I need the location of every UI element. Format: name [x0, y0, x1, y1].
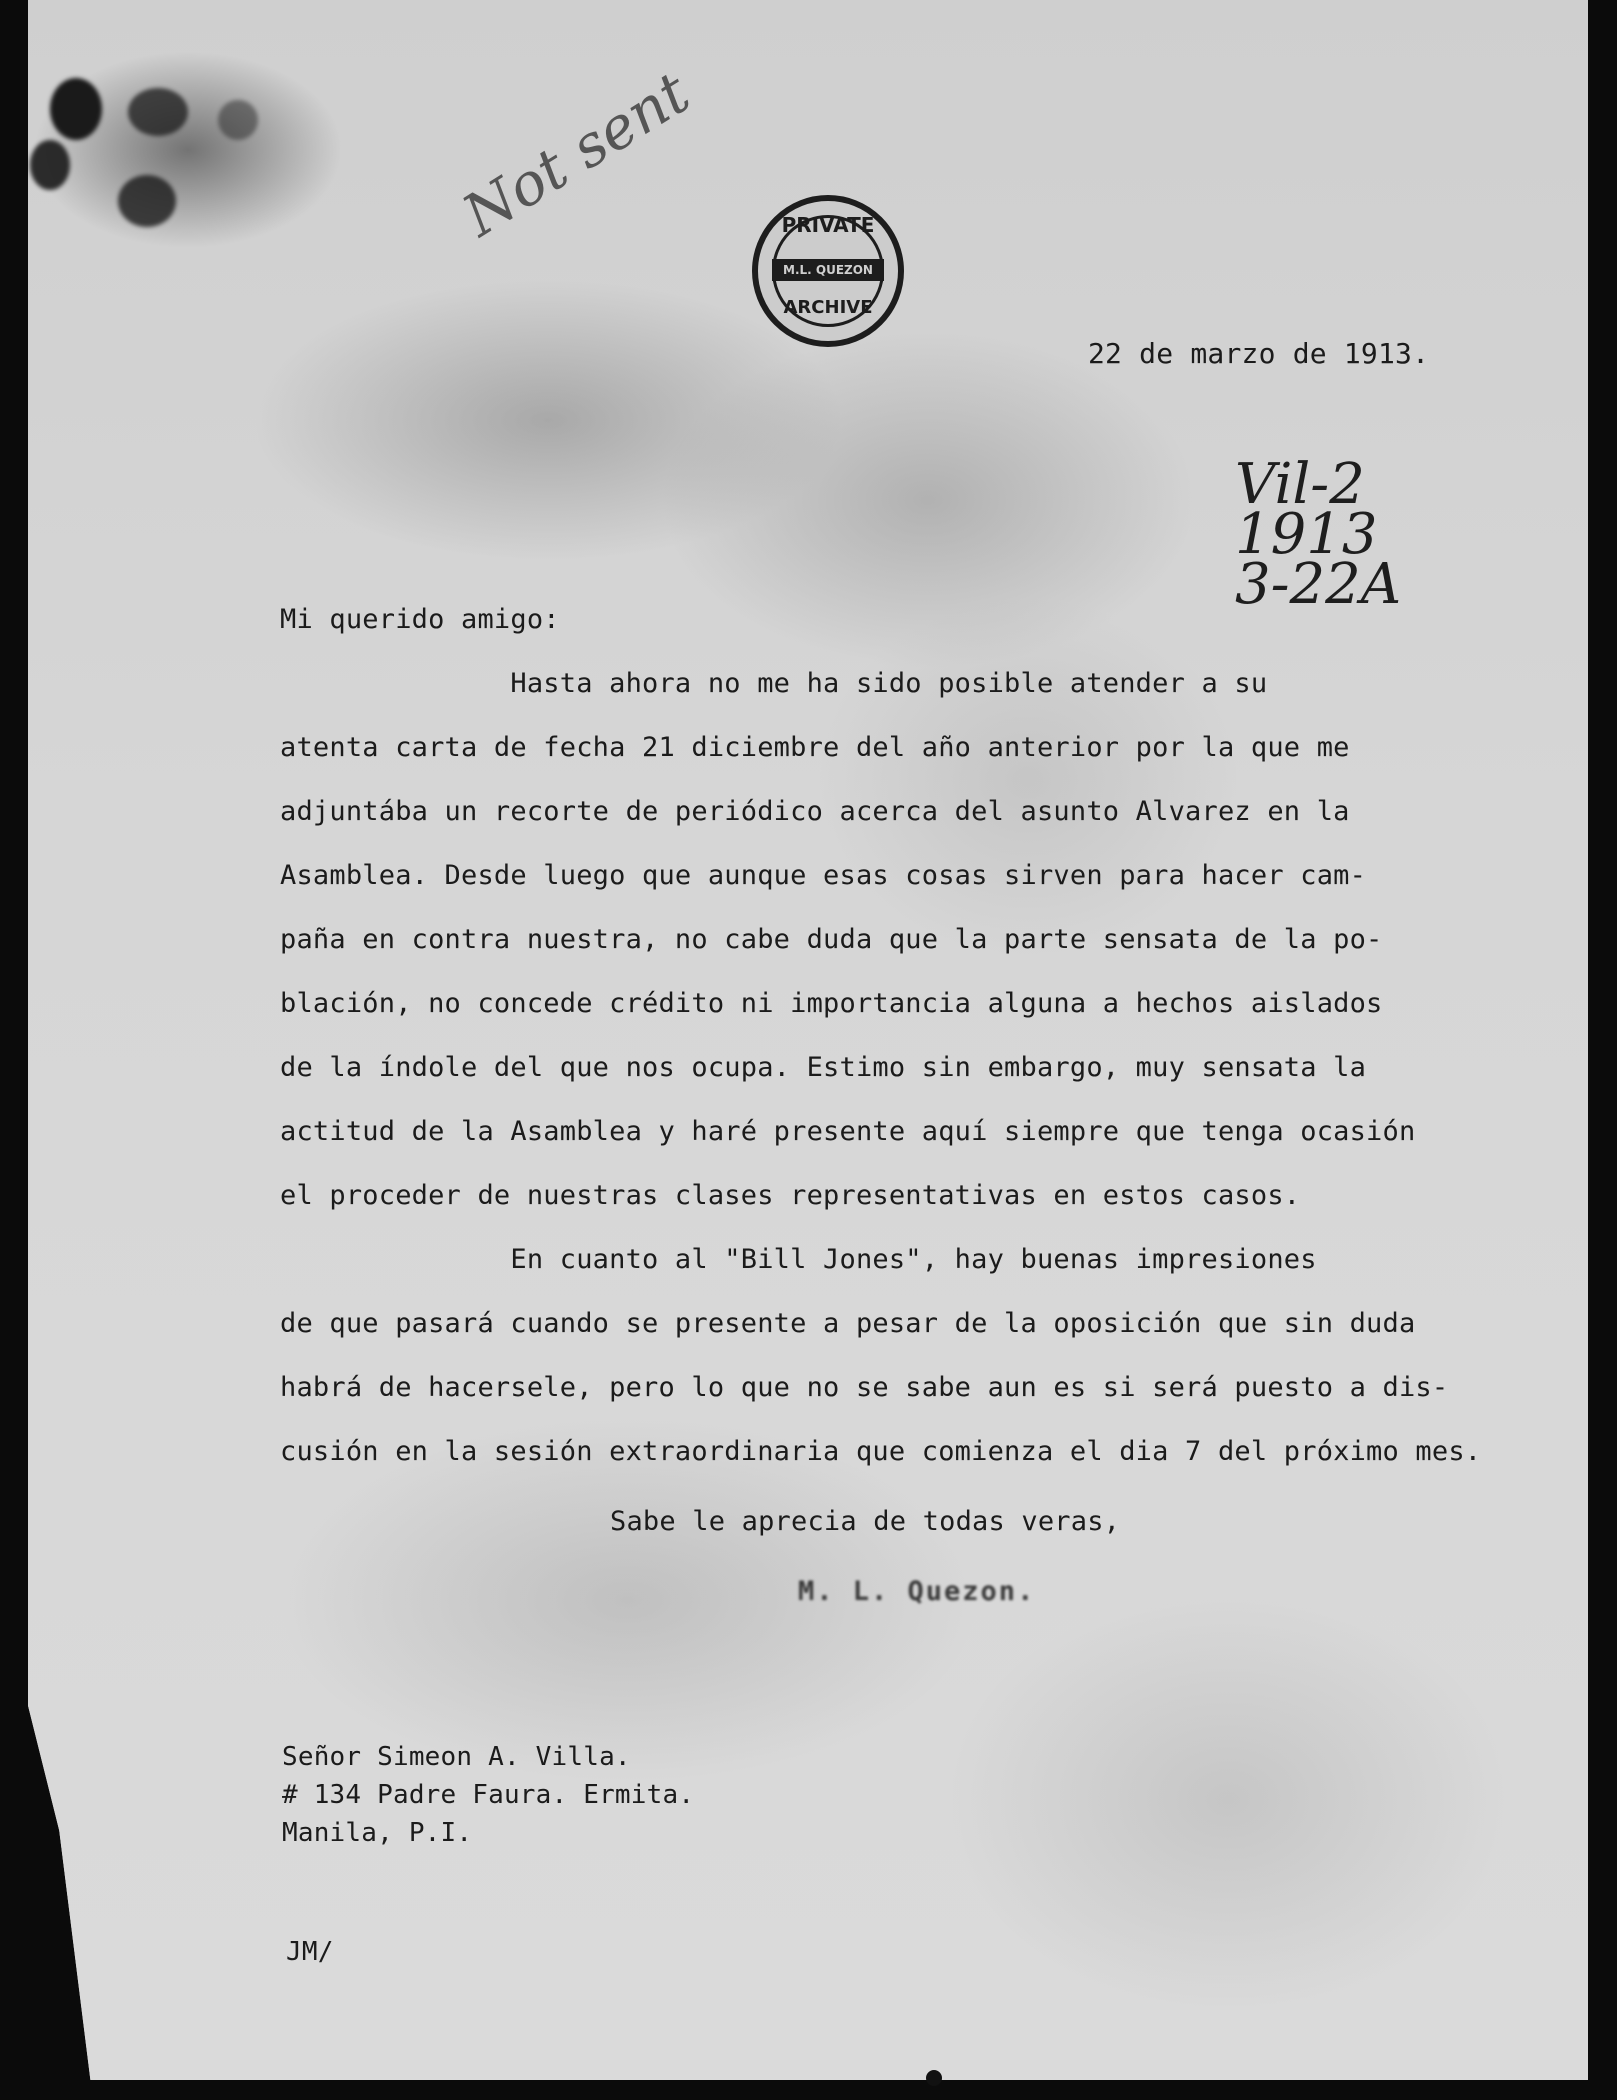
typist-initials: JM/	[286, 1937, 334, 1967]
ink-blot	[218, 100, 258, 140]
body-line: adjuntába un recorte de periódico acerca del asunto Alvarez en la	[280, 796, 1350, 827]
punch-hole	[926, 2070, 942, 2086]
reference-line-2: 1913	[1235, 502, 1378, 567]
body-line: Hasta ahora no me ha sido posible atender a su	[280, 668, 1268, 699]
body-line: habrá de hacersele, pero lo que no se sabe aun es si será puesto a dis-	[280, 1372, 1449, 1403]
body-line: paña en contra nuestra, no cabe duda que la parte sensata de la po-	[280, 924, 1383, 955]
recipient-line: Señor Simeon A. Villa.	[282, 1742, 631, 1772]
letter-date: 22 de marzo de 1913.	[1088, 337, 1430, 370]
body-line: cusión en la sesión extraordinaria que comienza el dia 7 del próximo mes.	[280, 1436, 1482, 1467]
reference-line-3: 3-22A	[1235, 552, 1402, 617]
stamp-middle-text: M.L. QUEZON	[772, 259, 884, 281]
reference-line-1: Vil-2	[1235, 452, 1365, 517]
ink-blot	[128, 88, 188, 136]
body-line: el proceder de nuestras clases representativas en estos casos.	[280, 1180, 1301, 1211]
ink-blot	[30, 140, 70, 190]
body-line: actitud de la Asamblea y haré presente aquí siempre que tenga ocasión	[280, 1116, 1416, 1147]
body-line: de la índole del que nos ocupa. Estimo sin embargo, muy sensata la	[280, 1052, 1367, 1083]
recipient-line: # 134 Padre Faura. Ermita.	[282, 1780, 695, 1810]
body-line: Asamblea. Desde luego que aunque esas cosas sirven para hacer cam-	[280, 860, 1367, 891]
reference-note	[1235, 452, 1402, 617]
ink-blot	[118, 175, 176, 227]
signature: M. L. Quezon.	[798, 1576, 1036, 1607]
closing: Sabe le aprecia de todas veras,	[610, 1506, 1121, 1537]
stamp-bottom-text: ARCHIVE	[783, 297, 873, 318]
body-line: En cuanto al "Bill Jones", hay buenas impresiones	[280, 1244, 1317, 1275]
salutation: Mi querido amigo:	[280, 604, 560, 635]
body-line: blación, no concede crédito ni importancia alguna a hechos aislados	[280, 988, 1383, 1019]
recipient-line: Manila, P.I.	[282, 1818, 473, 1848]
body-line: atenta carta de fecha 21 diciembre del año anterior por la que me	[280, 732, 1350, 763]
ink-blot	[50, 78, 102, 140]
body-line: de que pasará cuando se presente a pesar de la oposición que sin duda	[280, 1308, 1416, 1339]
private-archive-stamp	[752, 195, 904, 347]
stamp-top-text: PRIVATE	[781, 213, 875, 237]
margin-note: Not sent	[451, 58, 702, 250]
